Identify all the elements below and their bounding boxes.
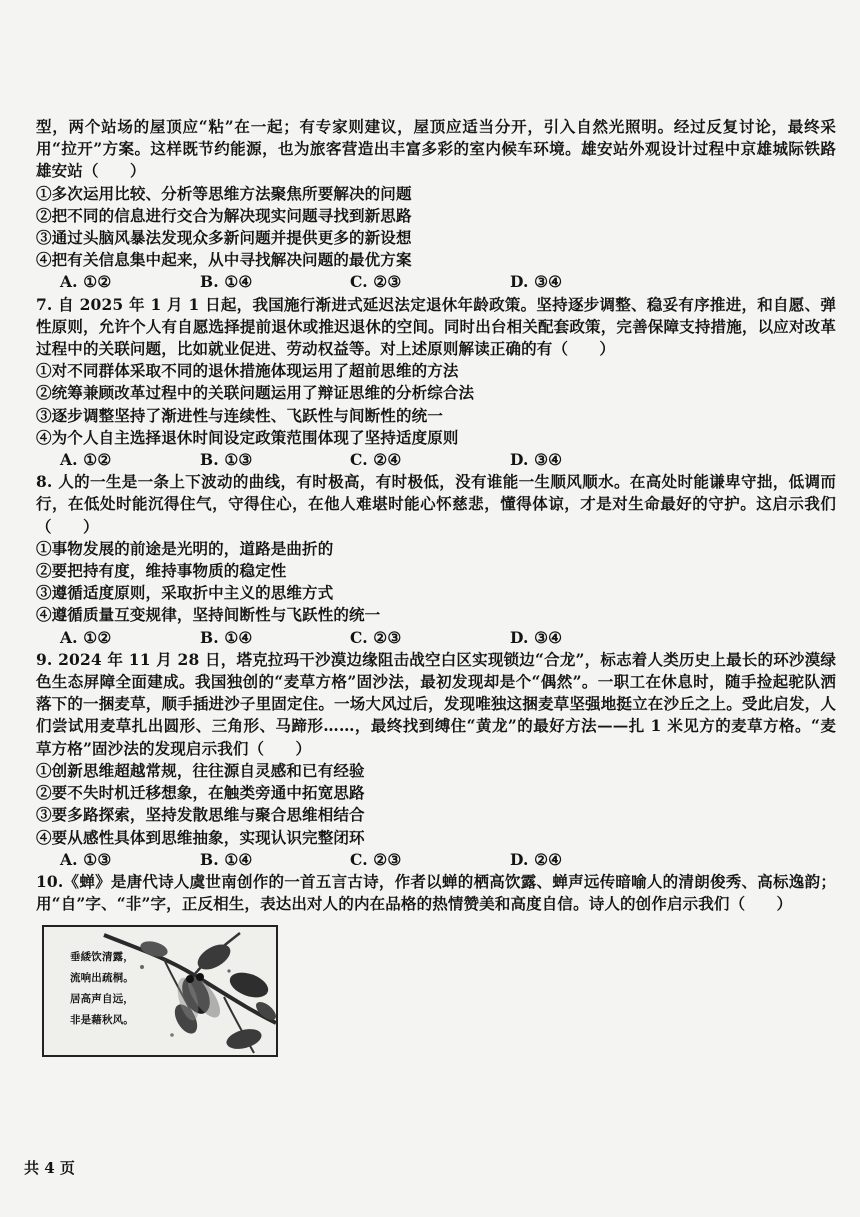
question-6-option-d: D. ③④ (510, 272, 563, 292)
question-6-item-3: ③通过头脑风暴法发现众多新问题并提供更多的新设想 (36, 228, 412, 248)
question-9-option-a: A. ①③ (60, 849, 112, 869)
question-6-option-a: A. ①② (60, 272, 112, 292)
question-9-item-4: ④要从感性具体到思维抽象，实现认识完整闭环 (36, 827, 365, 847)
question-7-options (60, 449, 836, 471)
question-7-item-4: ④为个人自主选择退休时间设定政策范围体现了坚持适度原则 (36, 427, 459, 447)
poem-line-2: 流响出疏桐。 (70, 972, 134, 985)
question-6-item-1: ①多次运用比较、分析等思维方法聚焦所要解决的问题 (36, 183, 412, 203)
question-8-option-a: A. ①② (60, 627, 112, 647)
question-7-option-c: C. ②④ (350, 450, 402, 470)
question-9-item-3: ③要多路探索，坚持发散思维与聚合思维相结合 (36, 805, 365, 825)
question-8-item-1: ①事物发展的前途是光明的，道路是曲折的 (36, 538, 334, 558)
question-9-item-1: ①创新思维超越常规，往往源自灵感和已有经验 (36, 760, 365, 780)
question-7-item-2: ②统筹兼顾改革过程中的关联问题运用了辩证思维的分析综合法 (36, 383, 475, 403)
question-6 (36, 116, 836, 294)
question-9-option-c: C. ②③ (350, 849, 402, 869)
question-9-stem: 9. 2024 年 11 月 28 日，塔克拉玛干沙漠边缘阻击战空白区实现锁边“合龙”，标志着人类历史上最长的环沙漠绿色生态屏障全面建成。我国独创的“麦草方格”固沙法，最初发现却是个“偶然”。一职工在休息时，随手捡起驼队洒落下的一捆麦草，顺手插进沙子里固定住。一场大风过后，发现唯独这捆麦草坚强地挺立在沙丘之上。受此启发，人们尝试用麦草扎出圆形、三角形、马蹄形……，最终找到缚住“黄龙”的最好方法——扎 1 米见方的麦草方格。“麦草方格”固沙法的发现启示我们（ ） (36, 649, 836, 758)
question-8-item-3: ③遵循适度原则，采取折中主义的思维方式 (36, 583, 334, 603)
cicada-poem-illustration (42, 925, 278, 1057)
question-9 (36, 649, 836, 871)
question-8-option-d: D. ③④ (510, 627, 563, 647)
question-8-options (60, 627, 836, 649)
question-6-options (60, 271, 836, 293)
question-7-stem: 7. 自 2025 年 1 月 1 日起，我国施行渐进式延迟法定退休年龄政策。坚持逐步调整、稳妥有序推进，和自愿、弹性原则，允许个人有自愿选择提前退休或推迟退休的空间。同时出台相关配套政策，完善保障支持措施，以应对改革过程中的关联问题，比如就业促进、劳动权益等。对上述原则解读正确的有（ ） (36, 294, 836, 359)
question-7-item-3: ③逐步调整坚持了渐进性与连续性、飞跃性与间断性的统一 (36, 405, 443, 425)
question-9-options (60, 849, 836, 871)
question-7-item-1: ①对不同群体采取不同的退休措施体现运用了超前思维的方法 (36, 361, 459, 381)
poem-line-3: 居高声自远， (70, 993, 134, 1006)
question-6-option-c: C. ②③ (350, 272, 402, 292)
question-9-item-2: ②要不失时机迁移想象，在触类旁通中拓宽思路 (36, 783, 365, 803)
question-8-option-b: B. ①④ (200, 627, 253, 647)
question-8-item-2: ②要把持有度，维持事物质的稳定性 (36, 561, 287, 581)
question-8 (36, 471, 836, 649)
question-9-option-b: B. ①④ (200, 849, 253, 869)
question-6-option-b: B. ①④ (200, 272, 253, 292)
question-8-option-c: C. ②③ (350, 627, 402, 647)
question-6-item-2: ②把不同的信息进行交合为解决现实问题寻找到新思路 (36, 205, 412, 225)
question-10-stem: 10.《蝉》是唐代诗人虞世南创作的一首五言古诗，作者以蝉的栖高饮露、蝉声远传暗喻人的清朗俊秀、高标逸韵；用“自”字、“非”字，正反相生，表达出对人的内在品格的热情赞美和高度自信。诗人的创作启示我们（ ） (36, 871, 836, 914)
poem-line-1: 垂緌饮清露， (70, 951, 134, 964)
question-6-item-4: ④把有关信息集中起来，从中寻找解决问题的最优方案 (36, 250, 412, 270)
poem-line-4: 非是藉秋风。 (70, 1014, 134, 1027)
question-7-option-a: A. ①② (60, 450, 112, 470)
question-6-stem: 型，两个站场的屋顶应“粘”在一起；有专家则建议，屋顶应适当分开，引入自然光照明。经过反复讨论，最终采用“拉开”方案。这样既节约能源，也为旅客营造出丰富多彩的室内候车环境。雄安站外观设计过程中京雄城际铁路雄安站（ ） (36, 117, 836, 181)
page-footer: 共 4 页 (24, 1159, 75, 1177)
exam-content (36, 116, 836, 1057)
poem-text (70, 947, 134, 1031)
question-8-item-4: ④遵循质量互变规律，坚持间断性与飞跃性的统一 (36, 605, 381, 625)
question-10 (36, 871, 836, 1057)
question-7 (36, 294, 836, 472)
question-8-stem: 8. 人的一生是一条上下波动的曲线，有时极高，有时极低，没有谁能一生顺风顺水。在高处时能谦卑守拙，低调而行，在低处时能沉得住气，守得住心，在他人难堪时能心怀慈悲，懂得体谅，才是对生命最好的守护。这启示我们（ ） (36, 472, 836, 536)
question-7-option-d: D. ③④ (510, 450, 563, 470)
question-9-option-d: D. ②④ (510, 849, 563, 869)
question-7-option-b: B. ①③ (200, 450, 253, 470)
